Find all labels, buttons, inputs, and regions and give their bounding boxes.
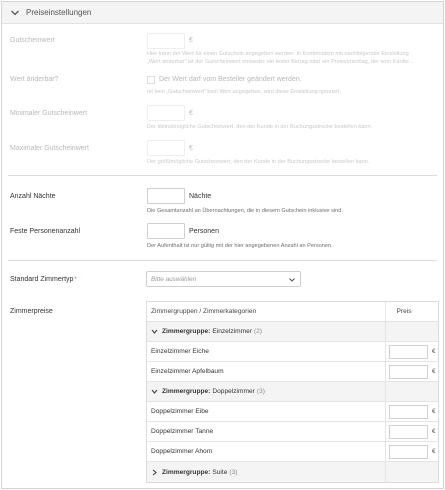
room-name: Doppelzimmer Tanne [151,428,214,435]
table-row [147,442,438,462]
required-mark: * [74,277,77,283]
room-name: Doppelzimmer Ahorn [151,448,213,455]
room-name: Einzelzimmer Apfelbaum [151,368,224,375]
room-price-input[interactable] [389,425,428,439]
room-name-cell [147,422,386,441]
group-name: Suite [212,468,228,476]
chevron-right-icon[interactable] [151,469,158,476]
preiseinstellungen-panel [1,1,444,489]
max-gutscheinwert-label: Maximaler Gutscheinwert [10,145,89,152]
group-name: Einzelzimmer [212,328,252,335]
anzahl-naechte-unit: Nächte [189,193,212,200]
room-price-input[interactable] [389,365,428,379]
standard-zimmertyp-select[interactable] [146,271,301,287]
group-count: (2) [253,328,262,335]
gutscheinwert-unit: € [189,37,193,44]
min-gutscheinwert-help: Der kleinstmögliche Gutscheinwert, den der Kunde in der Buchungsstrecke bestellen kann. [147,124,373,130]
group-prefix: Zimmergruppe: [162,388,211,395]
room-name-cell [147,362,386,381]
table-row [147,362,438,382]
group-prefix: Zimmergruppe: [162,328,211,335]
col-header-rooms: Zimmergruppen / Zimmerkategorien [147,302,386,321]
room-name-cell [147,442,386,461]
table-row [147,402,438,422]
feste-personenanzahl-input[interactable] [147,223,185,239]
group-cell[interactable] [147,322,386,341]
room-name: Doppelzimmer Eibe [151,408,209,415]
gutscheinwert-help-2: „Wert änderbar" ist der Gutscheinwert entweder ein fester Betrag oder ein Preisvorschlag, der vom Käufer... [147,59,414,65]
wert-aenderbar-label: Wert änderbar? [10,76,59,83]
room-name-cell [147,342,386,361]
group-row-0[interactable] [147,322,438,342]
anzahl-naechte-label: Anzahl Nächte [10,193,56,200]
group-cell[interactable] [147,382,386,401]
gutscheinwert-input[interactable] [147,33,185,49]
group-cell[interactable] [147,462,386,482]
chevron-down-icon [288,276,296,284]
standard-zimmertyp-label-text: Standard Zimmertyp [10,276,74,283]
group-count: (3) [256,388,265,395]
room-name-cell [147,402,386,421]
currency-symbol: € [432,428,436,435]
max-gutscheinwert-input[interactable] [147,140,185,156]
max-gutscheinwert-help: Der größtmögliche Gutscheinwert, den der Kunde in der Buchungsstrecke bestellen kann. [147,159,370,165]
room-price-cell [386,362,438,381]
group-name: Doppelzimmer [212,388,255,395]
panel-header[interactable] [2,2,443,24]
select-placeholder: Bitte auswählen [151,276,197,283]
group-price-cell [386,322,438,341]
zimmerpreise-label: Zimmerpreise [10,308,53,315]
room-price-cell [386,422,438,441]
section-divider [8,260,437,261]
group-row-2[interactable] [147,462,438,482]
chevron-down-icon[interactable] [151,388,158,395]
wert-aenderbar-checkbox[interactable] [147,76,155,84]
anzahl-naechte-help: Die Gesamtanzahl an Übernachtungen, die in diesem Gutschein inklusive sind. [147,208,343,214]
feste-personenanzahl-label: Feste Personenanzahl [10,228,81,235]
chevron-down-icon[interactable] [151,328,158,335]
currency-symbol: € [432,348,436,355]
group-prefix: Zimmergruppe: [162,468,211,476]
min-gutscheinwert-label: Minimaler Gutscheinwert [10,110,88,117]
group-row-1[interactable] [147,382,438,402]
col-header-price: Preis [396,308,412,315]
table-header-row [147,302,438,322]
anzahl-naechte-input[interactable] [147,188,185,204]
group-price-cell [386,382,438,401]
room-name: Einzelzimmer Eiche [151,348,209,355]
wert-aenderbar-help: Ist kein „Gutscheinwert" kein Wert angegeben, wird diese Einstellung ignoriert. [147,89,342,95]
table-row [147,422,438,442]
room-price-input[interactable] [389,445,428,459]
table-row [147,342,438,362]
room-price-cell [386,442,438,461]
wert-aenderbar-checkbox-label[interactable]: Der Wert darf vom Besteller geändert werden. [159,76,302,83]
room-price-cell [386,402,438,421]
panel-title: Preiseinstellungen [26,8,92,17]
room-price-input[interactable] [389,405,428,419]
room-price-input[interactable] [389,345,428,359]
feste-personenanzahl-help: Der Aufenthalt ist nur gültig mit der hier angegebenen Anzahl an Personen. [147,243,333,249]
table-body [147,322,438,482]
currency-symbol: € [432,408,436,415]
currency-symbol: € [432,448,436,455]
room-price-cell [386,342,438,361]
currency-symbol: € [432,368,436,375]
min-gutscheinwert-unit: € [189,110,193,117]
max-gutscheinwert-unit: € [189,145,193,152]
group-price-cell [386,462,438,482]
standard-zimmertyp-label [10,276,77,283]
min-gutscheinwert-input[interactable] [147,105,185,121]
gutscheinwert-label: Gutscheinwert [10,37,55,44]
section-divider [8,175,437,176]
feste-personenanzahl-unit: Personen [189,228,219,235]
chevron-down-icon[interactable] [10,8,20,18]
gutscheinwert-help-1: Hier kann der Wert für einen Gutschein angegeben werden. In Kombination mit nachfolgender Einstellung [147,51,409,57]
zimmerpreise-table [146,301,439,483]
group-count: (3) [229,468,238,476]
